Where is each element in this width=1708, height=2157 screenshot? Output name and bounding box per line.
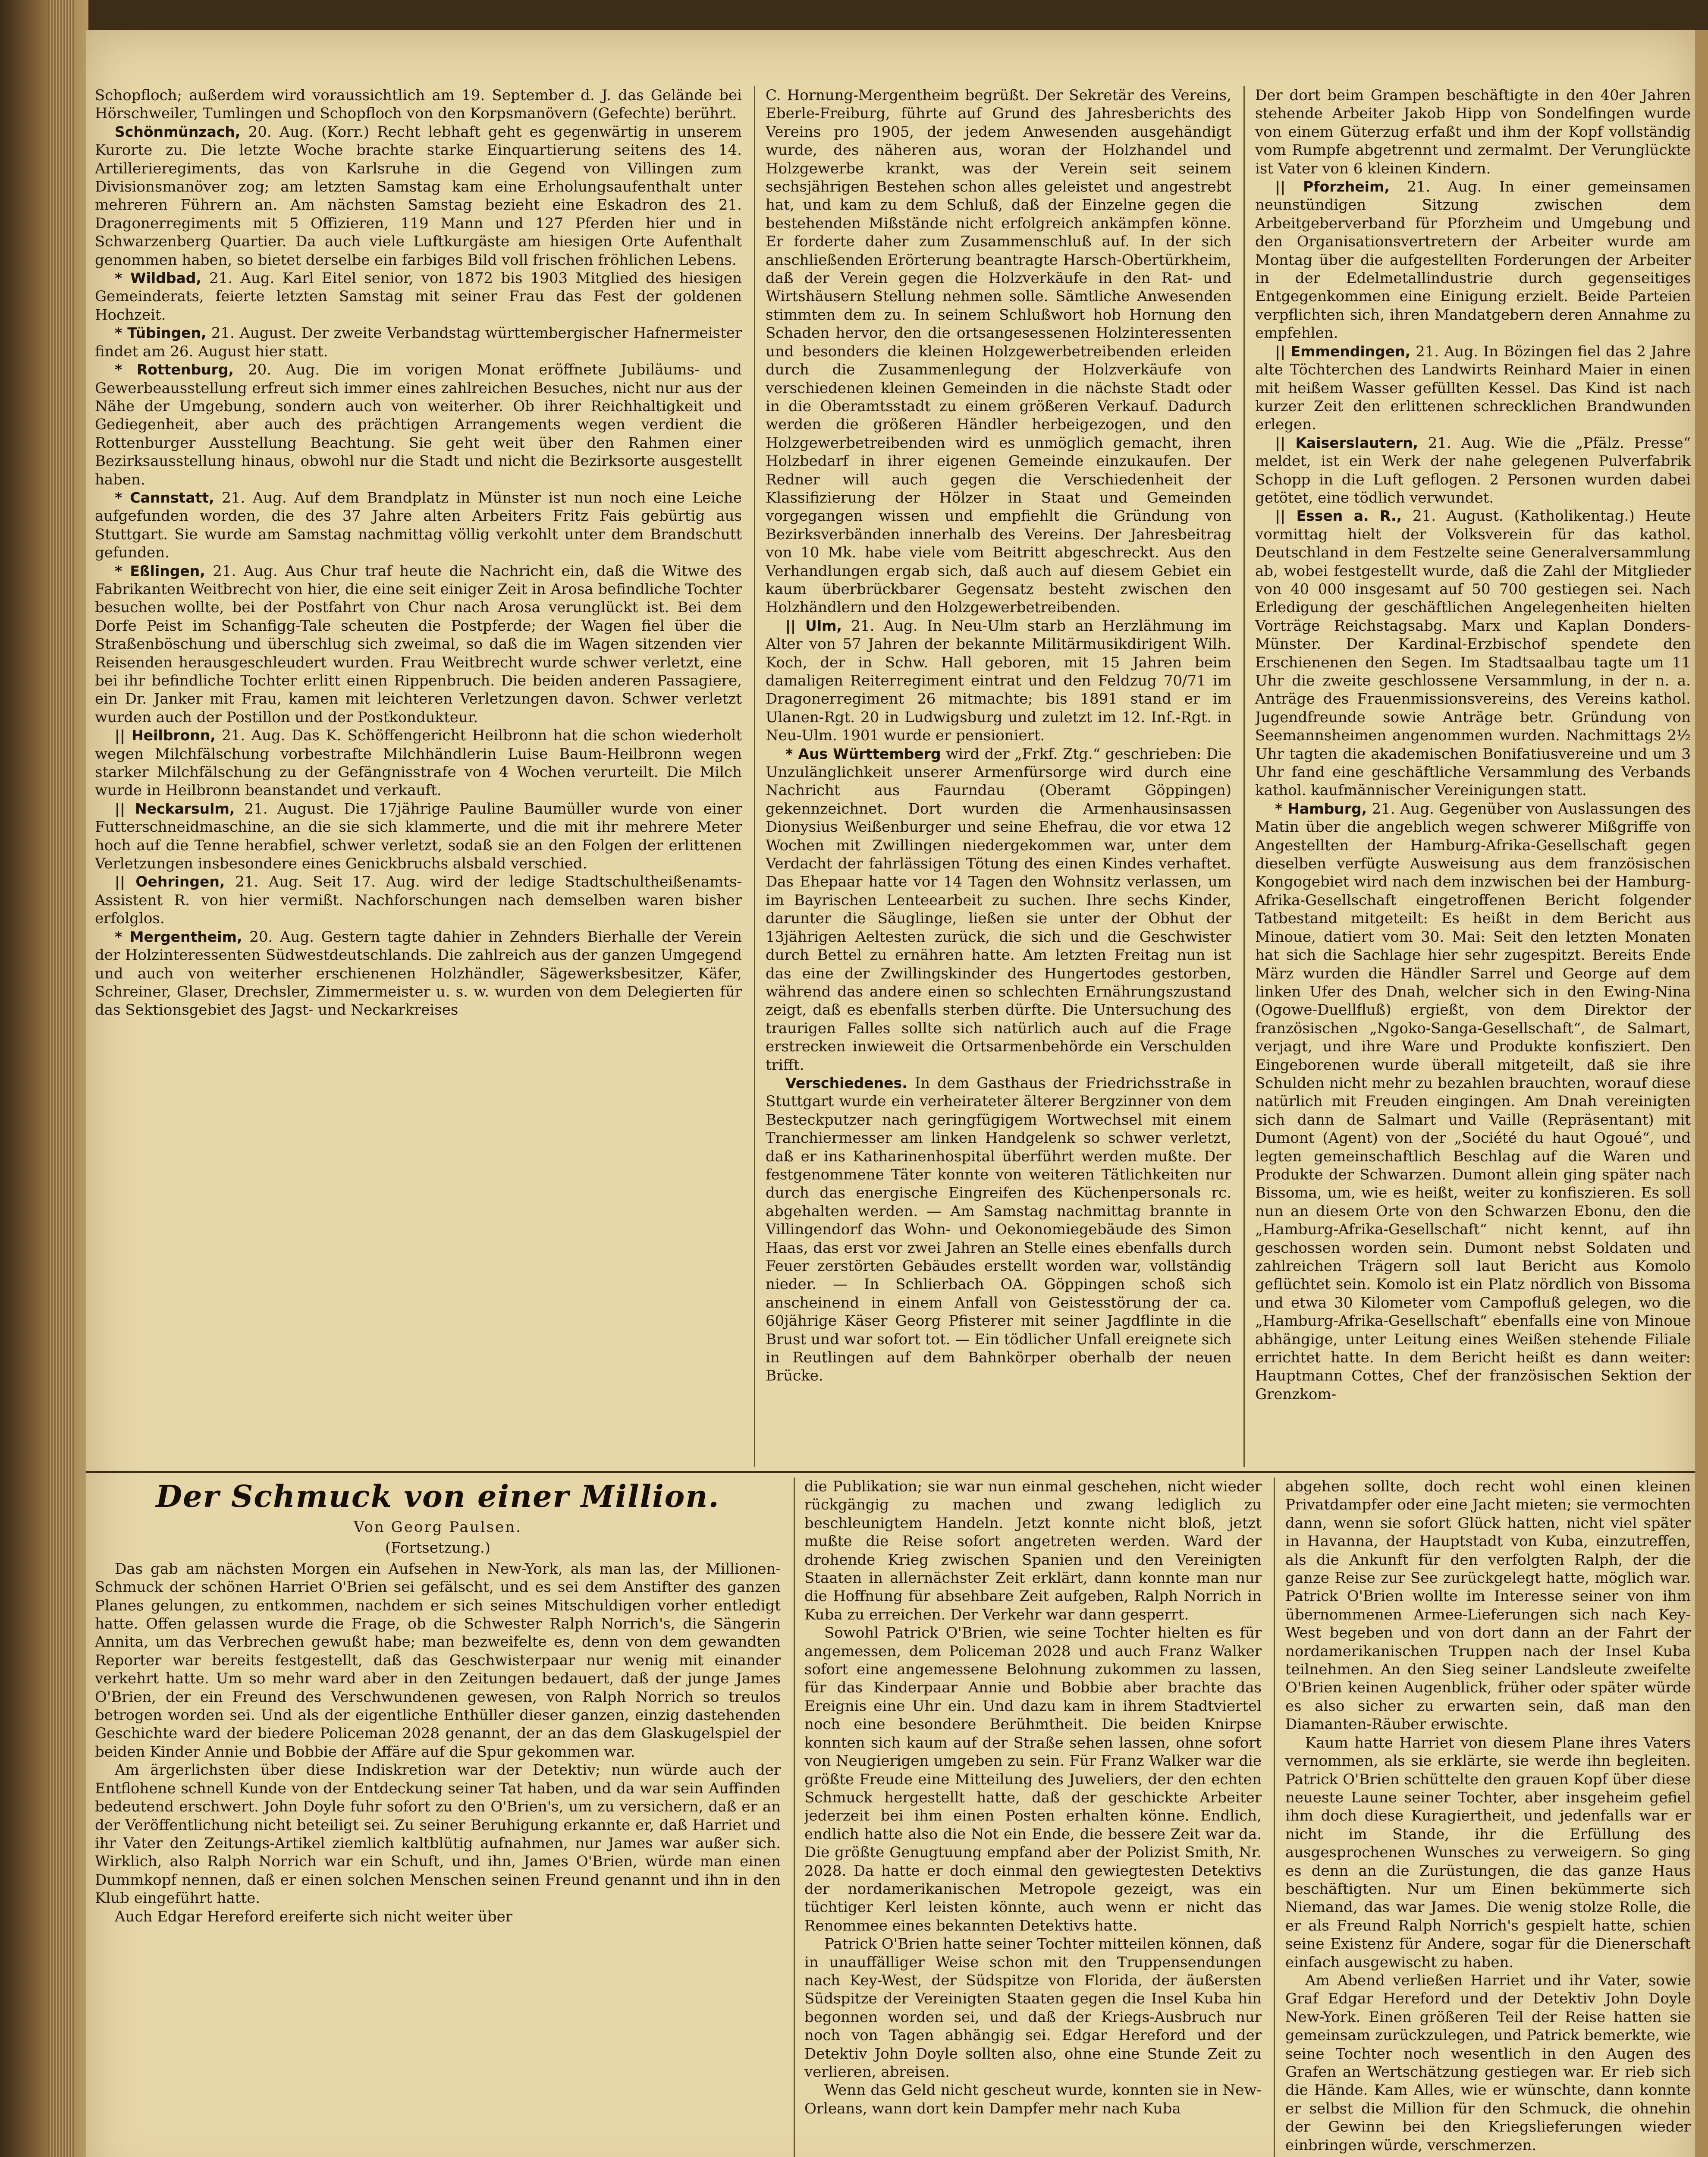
article-text: 20. Aug. Die im vorigen Monat eröffnete Jubiläums- und Gewerbeausstellung erfreut sich immer eines zahlreichen Besuches, nicht nur aus der Nähe der Umgebung, sondern auch von weiterher. Ob ihrer Reichhaltigkeit und Gediegenheit, aber auch des prächtigen Arrangements wegen verdient die Rottenburger Ausstellung Beachtung. Sie geht weit über den Rahmen einer Bezirksausstellung hinaus, obwohl nur die Stadt und nicht die Bezirksorte ausgestellt haben.: [95, 361, 742, 488]
article-text: 21. Aug. In Bözingen fiel das 2 Jahre alte Töchterchen des Landwirts Reinhard Maier in einen mit heißem Wasser gefüllten Kessel. Das Kind ist nach kurzer Zeit den erlittenen schrecklichen Brandwunden erlegen.: [1255, 343, 1691, 434]
feuilleton-paragraph: Das gab am nächsten Morgen ein Aufsehen in New-York, als man las, der Millionen-Schmuck der schönen Harriet O'Brien sei gefälscht, und es sei dem Anstifter des ganzen Planes gelungen, zu entkommen, nachdem er sich seines Mitschuldigen vorher entledigt hatte. Offen gelassen wurde die Frage, ob die Schwester Ralph Norrich's, die Sängerin Annita, um das Verbrechen gewußt habe; man bezweifelte es, denn von dem gewandten Reporter war bereits festgestellt, daß das Geschwisterpaar nur wenig mit einander verkehrt hatte. Um so mehr ward aber in den Zeitungen bedauert, daß der junge James O'Brien, der ein Freund des Verschwundenen gewesen, von Ralph Norrich so treulos betrogen worden sei. Und als der eigentliche Enthüller dieser ganzen, einzig dastehenden Geschichte ward der biedere Policeman 2028 genannt, der an das dem Glaskugelspiel der beiden Kinder Annie und Bobbie der Affäre auf die Spur gekommen war.: [95, 1560, 781, 1761]
news-article: [95, 562, 742, 727]
column-rule: [1274, 1478, 1275, 2157]
article-text: 20. Aug. Gestern tagte dahier in Zehnders Bierhalle der Verein der Holzinteressenten Südwestdeutschlands. Die zahlreich aus der ganzen Umgegend und auch von weiterher erschienenen Holzhändler, Sägewerksbesitzer, Käfer, Schreiner, Glaser, Drechsler, Zimmermeister u. s. w. wurden von dem Delegierten für das Sektionsgebiet des Jagst- und Neckarkreises: [95, 928, 742, 1019]
news-article: [95, 489, 742, 562]
news-column-2: [766, 86, 1231, 1471]
article-text: 21. August. (Katholikentag.) Heute vormittag hielt der Volksverein für das kathol. Deutschland in dem Festzelte seine Generalversammlung ab, wobei festgestellt wurde, daß die Zahl der Mitglieder von 40 000 insgesamt auf 50 700 gestiegen sei. Nach Erledigung der geschäftlichen Angelegenheiten hielten Vorträge Reichstagsabg. Marx und Kaplan Donders-Münster. Der Kardinal-Erzbischof spendete den Erschienenen den Segen. Im Stadtsaalbau tagte um 11 Uhr die zweite geschlossene Versammlung, in der n. a. Anträge des Frauenmissionsvereins, des Vereins kathol. Jugendfreunde sowie Anträge betr. Gründung von Seemannsheimen angenommen wurden. Nachmittags 2½ Uhr tagten die akademischen Bonifatiusvereine und um 3 Uhr fand eine geschäftliche Versammlung des Verbands kathol. kaufmännischer Vereinigungen statt.: [1255, 507, 1691, 799]
article-dateline: || Ulm,: [785, 617, 842, 634]
feuilleton-continuation: (Fortsetzung.): [385, 1539, 491, 1557]
article-dateline: * Rottenburg,: [115, 361, 234, 378]
feuilleton-paragraph: abgehen sollte, doch recht wohl einen kleinen Privatdampfer oder eine Jacht mieten; sie vermochten dann, wenn sie sofort Glück hatten, nicht viel später in Havanna, der Hauptstadt von Kuba, einzutreffen, als die Ankunft für den verfolgten Ralph, der die ganze Reise zur See zurückgelegt hatte, möglich war. Patrick O'Brien wollte im Interesse seiner von ihm übernommenen Armee-Lieferungen sich nach Key-West begeben und von dort dann an der Fahrt der nordamerikanischen Truppen nach der Insel Kuba teilnehmen. An den Sieg seiner Landsleute zweifelte O'Brien keinen Augenblick, früher oder später würde es also sicher zu erwarten sein, daß man den Diamanten-Räuber erwischte.: [1285, 1478, 1691, 1733]
feuilleton-paragraph: Kaum hatte Harriet von diesem Plane ihres Vaters vernommen, als sie erklärte, sie werde ihn begleiten. Patrick O'Brien schüttelte den grauen Kopf über diese neueste Laune seiner Tochter, aber insgeheim gefiel ihm doch diese Kuragiertheit, und jedenfalls war er nicht im Stande, ihr die Erfüllung des ausgesprochenen Wunsches zu verweigern. So ging es denn an die Zurüstungen, die das ganze Haus beschäftigten. Nur um Einen bekümmerte sich Niemand, das war James. Die wenig stolze Rolle, die er als Freund Ralph Norrich's gespielt hatte, schien seine Existenz für Andere, sogar für die Dienerschaft einfach ausgewischt zu haben.: [1285, 1734, 1691, 1971]
article-dateline: * Eßlingen,: [115, 562, 205, 579]
feuilleton-paragraph: Sowohl Patrick O'Brien, wie seine Tochter hielten es für angemessen, dem Policeman 2028 und auch Franz Walker sofort eine angemessene Belohnung zukommen zu lassen, für das Kinderpaar Annie und Bobbie aber brachte das Ereignis eine Uhr ein. Und dazu kam in ihrem Stadtviertel noch eine besondere Berühmtheit. Die beiden Knirpse konnten sich kaum auf der Straße sehen lassen, ohne sofort von Neugierigen umgeben zu sein. Für Franz Walker war die größte Freude eine Mitteilung des Juweliers, der den echten Schmuck hergestellt hatte, daß der geschickte Arbeiter jederzeit bei ihm einen Posten erhalten könne. Endlich, endlich hatte also die Not ein Ende, die bessere Zeit war da. Die größte Genugtuung empfand aber der Polizist Smith, Nr. 2028. Da hatte er doch einmal den gewiegtesten Detektivs der nordamerikanischen Metropole gezeigt, was ein tüchtiger Kerl leisten könnte, auch wenn er nicht das Renommee eines bekannten Detektivs hatte.: [804, 1624, 1262, 1934]
article-text: Schopfloch; außerdem wird voraussichtlich am 19. September d. J. das Gelände bei Hörschweiler, Tumlingen und Schopfloch von den Korpsmanövern (Gefechte) berührt.: [95, 87, 742, 123]
news-article: [766, 617, 1231, 745]
article-dateline: * Mergentheim,: [115, 928, 242, 945]
article-dateline: || Kaiserslautern,: [1275, 434, 1419, 451]
article-dateline: * Wildbad,: [115, 270, 201, 287]
news-article: [95, 726, 742, 800]
article-dateline: * Aus Württemberg: [785, 745, 941, 762]
article-text: 21. August. Die 17jährige Pauline Baumüller wurde von einer Futterschneidmaschine, an die sie sich klammerte, und die mit ihr mehrere Meter hoch auf die Tenne herabfiel, schwer verletzt, sodaß sie an den Folgen der erlittenen Verletzungen insbesondere eines Genickbruchs alsbald verschied.: [95, 800, 742, 873]
article-dateline: * Tübingen,: [115, 324, 207, 342]
feuilleton-paragraph: Wenn das Geld nicht gescheut wurde, konnten sie in New-Orleans, wann dort kein Dampfer mehr nach Kuba: [804, 2082, 1262, 2117]
newspaper-page: [86, 30, 1695, 2157]
column-rule: [794, 1478, 795, 2157]
feuilleton-column-3: [1285, 1478, 1691, 2157]
column-rule: [754, 86, 755, 1467]
feuilleton-author: Von Georg Paulsen.: [354, 1519, 522, 1536]
article-text: 21. Aug. Auf dem Brandplatz in Münster ist nun noch eine Leiche aufgefunden worden, die des 37 Jahre alten Arbeiters Fritz Fais gebürtig aus Stuttgart. Sie wurde am Samstag nachmittag völlig verkohlt unter dem Brandschutt gefunden.: [95, 489, 742, 562]
article-text: 21. Aug. Gegenüber von Auslassungen des Matin über die angeblich wegen schwerer Mißgriffe von Angestellten der Hamburg-Afrika-Gesellschaft gegen dieselben verfügte Ausweisung aus dem französischen Kongogebiet wird nach dem inzwischen bei der Hamburg-Afrika-Gesellschaft eingetroffenen Bericht folgender Tatbestand mitgeteilt: Es heißt in dem Bericht aus Minoue, datiert vom 30. Mai: Seit den letzten Monaten hat sich die Sachlage hier sehr zugespitzt. Bereits Ende März wurden die Händler Sarrel und George auf dem linken Ufer des Dnah, welcher sich in den Ewing-Nina (Ogowe-Duellfluß) ergießt, von dem Direktor der französischen „Ngoko-Sanga-Gesellschaft“, de Salmart, verjagt, und ihre Ware und Produkte konfisziert. Den Eingeborenen wurde überall mitgeteilt, daß sie ihre Schulden nicht mehr zu bezahlen brauchten, worauf diese natürlich mit Freuden eingingen. Am Dnah vereinigten sich dann de Salmart und Vaille (Repräsentant) mit Dumont (Agent) von der „Société du haut Ogoué“, und legten gemeinschaftlich Beschlag auf die Waren und Produkte der Schwarzen. Dumont allein ging später nach Bissoma, um, wie es heißt, weiter zu konfiszieren. Es soll nun an diesem Orte von den Schwarzen Ebonu, den die „Hamburg-Afrika-Gesellschaft“ nicht kennt, auf ihn geschossen worden sein. Dumont nebst Soldaten und zahlreichen Trägern soll laut Bericht aus Komolo geflüchtet sein. Komolo ist ein Platz nördlich von Bissoma und etwa 30 Kilometer vom Campofluß gelegen, wo die „Hamburg-Afrika-Gesellschaft“ ebenfalls eine von Minoue abhängige, unter Leitung eines Weißen stehende Filiale errichtet hatte. In dem Bericht heißt es dann weiter: Hauptmann Cottes, Chef der französischen Sektion der Grenzkom-: [1255, 800, 1691, 1403]
article-text: 21. Aug. In einer gemeinsamen neunstündigen Sitzung zwischen dem Arbeitgeberverband für Pforzheim und Umgebung und den Organisationsvertretern der Arbeiter wurde am Montag über die aufgestellten Forderungen der Arbeiter in der Edelmetallindustrie durch gegenseitiges Entgegenkommen eine Einigung erzielt. Beide Parteien verpflichten sich, ihren Mandatgebern deren Annahme zu empfehlen.: [1255, 178, 1691, 342]
news-article: [95, 361, 742, 489]
article-dateline: || Emmendingen,: [1275, 343, 1411, 360]
article-text: 21. Aug. Das K. Schöffengericht Heilbronn hat die schon wiederholt wegen Milchfälschung vorbestrafte Milchhändlerin Luise Baum-Heilbronn wegen starker Milchfälschung zu der Gefängnisstrafe von 4 Wochen verurteilt. Die Milch wurde in Heilbronn beanstandet und verkauft.: [95, 727, 742, 799]
article-dateline: * Cannstatt,: [115, 489, 214, 506]
article-dateline: * Hamburg,: [1275, 800, 1367, 817]
article-text: In dem Gasthaus der Friedrichsstraße in Stuttgart wurde ein verheirateter älterer Bergzinner von dem Besteckputzer nach geringfügigem Wortwechsel mit einem Tranchiermesser am linken Handgelenk so schwer verletzt, daß er ins Katharinenhospital überführt werden mußte. Der festgenommene Täter konnte von weiteren Tätlichkeiten nur durch das energische Eingreifen des Küchenpersonals rc. abgehalten werden. — Am Samstag nachmittag brannte in Villingendorf das Wohn- und Oekonomiegebäude des Simon Haas, das erst vor zwei Jahren an Stelle eines ebenfalls durch Feuer zerstörten Gebäudes erstellt worden war, vollständig nieder. — In Schlierbach OA. Göppingen schoß sich anscheinend in einem Anfall von Geistesstörung der ca. 60jährige Käser Georg Pfisterer mit seiner Jagdflinte in die Brust und war sofort tot. — Ein tödlicher Unfall ereignete sich in Reutlingen auf dem Bahnkörper oberhalb der neuen Brücke.: [766, 1074, 1231, 1385]
news-article: [1255, 800, 1691, 1403]
news-article: [766, 1074, 1231, 1385]
feuilleton-column-1: [95, 1478, 781, 2157]
feuilleton-paragraph: Am Abend verließen Harriet und ihr Vater, sowie Graf Edgar Hereford und der Detektiv John Doyle New-York. Einen größeren Teil der Reise hatten sie gemeinsam zurückzulegen, und Patrick bemerkte, wie seine Tochter noch wesentlich in den Augen des Grafen an Wertschätzung gestiegen war. Er rieb sich die Hände. Kam Alles, wie er wünschte, dann konnte er selbst die Million für den Schmuck, die ohnehin der Gewinn bei den Kriegslieferungen wieder einbringen würde, verschmerzen.: [1285, 1971, 1691, 2154]
feuilleton-paragraph: die Publikation; sie war nun einmal geschehen, nicht wieder rückgängig zu machen und zwang lediglich zu beschleunigtem Handeln. Jetzt konnte nicht bloß, jetzt mußte die Reise sofort angetreten werden. Ward der drohende Krieg zwischen Spanien und den Vereinigten Staaten in allernächster Zeit erklärt, dann konnte man nur die Hoffnung für absehbare Zeit aufgeben, Ralph Norrich in Kuba zu erreichen. Der Verkehr war dann gesperrt.: [804, 1478, 1262, 1623]
news-article: [95, 800, 742, 873]
news-article: [1255, 343, 1691, 434]
section-rule: [86, 1471, 1695, 1473]
news-article: [95, 269, 742, 324]
article-dateline: || Essen a. R.,: [1275, 507, 1402, 525]
feuilleton-paragraph: Am ärgerlichsten über diese Indiskretion war der Detektiv; nun würde auch der Entflohene schnell Kunde von der Entdeckung seiner Tat haben, und da war sein Auffinden bedeutend erschwert. John Doyle fuhr sofort zu den O'Brien's, um zu versichern, daß er an der Veröffentlichung nicht beteiligt sei. Zu seiner Beruhigung erkannte er, daß Harriet und ihr Vater den Zeitungs-Artikel ziemlich kaltblütig aufnahmen, nur James war außer sich. Wirklich, also Ralph Norrich war ein Schuft, und ihn, James O'Brien, würde man einen Dummkopf nennen, daß er einen solchen Menschen seinen Freund genannt und ihn in den Klub eingeführt hatte.: [95, 1761, 781, 1907]
news-article: [766, 86, 1231, 617]
column-rule: [1243, 86, 1245, 1467]
article-text: wird der „Frkf. Ztg.“ geschrieben: Die Unzulänglichkeit unserer Armenfürsorge wird durch eine Nachricht aus Faurndau (Oberamt Göppingen) gekennzeichnet. Dort wurden die Armenhausinsassen Dionysius Weißenburger und seine Ehefrau, die vor etwa 12 Wochen mit Zwillingen niedergekommen war, unter dem Verdacht der fahrlässigen Tötung des einen Kindes verhaftet. Das Ehepaar hatte vor 14 Tagen den Wohnsitz verlassen, um im Bayrischen Lenteearbeit zu suchen. Ihre sechs Kinder, darunter die Säuglinge, ließen sie unter der Obhut der 13jährigen Aeltesten zurück, die sich und die Geschwister durch Bettel zu ernähren hatte. Am letzten Freitag nun ist das eine der Zwillingskinder des Hungertodes gestorben, während das andere einen so schlechten Ernährungszustand zeigt, daß es ebenfalls sterben dürfte. Die Untersuchung des traurigen Falles sollte sich natürlich auch auf die Frage erstrecken inwieweit die Ortsarmenbehörde ein Verschulden trifft.: [766, 745, 1231, 1074]
feuilleton-title: Der Schmuck von einer Million.: [156, 1478, 720, 1514]
news-article: [95, 123, 742, 269]
article-dateline: || Neckarsulm,: [115, 800, 235, 817]
news-article: [95, 324, 742, 361]
news-article: [1255, 178, 1691, 343]
article-dateline: Schönmünzach,: [115, 123, 241, 140]
news-article: [1255, 507, 1691, 800]
feuilleton-paragraph: Patrick O'Brien hatte seiner Tochter mitteilen können, daß in unauffälliger Weise schon mit den Truppensendungen nach Key-West, der Südspitze von Florida, der äußersten Südspitze der Vereinigten Staaten gegen die Insel Kuba hin begonnen worden sei, und daß der Kriegs-Ausbruch nur noch von Tagen abhängig sei. Edgar Hereford und der Detektiv John Doyle sollten also, ohne eine Stunde Zeit zu verlieren, abreisen.: [804, 1935, 1262, 2081]
article-text: 21. Aug. Seit 17. Aug. wird der ledige Stadtschultheißenamts-Assistent R. von hier vermißt. Nachforschungen nach demselben waren bisher erfolglos.: [95, 873, 742, 928]
news-article: [1255, 434, 1691, 507]
news-article: [766, 745, 1231, 1074]
book-spine: [0, 0, 88, 2157]
article-text: Der dort beim Grampen beschäftigte in den 40er Jahren stehende Arbeiter Jakob Hipp von Sondelfingen wurde von einem Güterzug erfaßt und ihm der Kopf vollständig vom Rumpfe abgetrennt und zermalmt. Der Verunglückte ist Vater von 6 kleinen Kindern.: [1255, 87, 1691, 177]
feuilleton-column-2: [804, 1478, 1262, 2157]
news-column-3: [1255, 86, 1691, 1471]
feuilleton-paragraph: Auch Edgar Hereford ereiferte sich nicht weiter über: [115, 1908, 513, 1925]
article-text: 21. Aug. Karl Eitel senior, von 1872 bis 1903 Mitglied des hiesigen Gemeinderats, feierte letzten Samstag mit seiner Frau das Fest der goldenen Hochzeit.: [95, 270, 742, 324]
article-text: 21. August. Der zweite Verbandstag württembergischer Hafnermeister findet am 26. August hier statt.: [95, 324, 742, 360]
news-article: [95, 86, 742, 123]
article-text: 21. Aug. Wie die „Pfälz. Presse“ meldet, ist ein Werk der nahe gelegenen Pulverfabrik Schopp in die Luft geflogen. 2 Personen wurden dabei getötet, eine tödlich verwundet.: [1255, 434, 1691, 506]
page-top-edge: [0, 0, 1708, 30]
news-article: [95, 928, 742, 1019]
news-article: [95, 873, 742, 928]
article-dateline: || Pforzheim,: [1275, 178, 1390, 195]
article-dateline: || Oehringen,: [115, 873, 225, 890]
article-dateline: Verschiedenes.: [785, 1074, 907, 1091]
article-dateline: || Heilbronn,: [115, 727, 216, 744]
article-text: 21. Aug. In Neu-Ulm starb an Herzlähmung im Alter von 57 Jahren der bekannte Militärmusikdirigent Wilh. Koch, der in Schw. Hall geboren, mit 15 Jahren beim damaligen Reiterregiment eintrat und den Feldzug 70/71 im Dragonerregiment 26 mitmachte; bis 1891 stand er im Ulanen-Rgt. 20 in Ludwigsburg und zuletzt im 12. Inf.-Rgt. in Neu-Ulm. 1901 wurde er pensioniert.: [766, 617, 1231, 745]
article-text: 20. Aug. (Korr.) Recht lebhaft geht es gegenwärtig in unserem Kurorte zu. Die letzte Woche brachte starke Einquartierung seitens des 14. Artillerieregiments, das von Karlsruhe in die Gegend von Villingen zum Divisionsmanöver zog; am letzten Samstag kam eine Erholungsaufenthalt unter mehreren Führern an. Am nächsten Samstag bezieht eine Eskadron des 21. Dragonerregiments mit 5 Offizieren, 119 Mann und 127 Pferden hier und in Schwarzenberg Quartier. Da auch viele Luftkurgäste am hiesigen Orte Aufenthalt genommen haben, so bietet derselbe ein farbiges Bild voll frischen fröhlichen Lebens.: [95, 123, 742, 269]
article-text: 21. Aug. Aus Chur traf heute die Nachricht ein, daß die Witwe des Fabrikanten Weitbrecht von hier, die eine seit einiger Zeit in Arosa befindliche Tochter besuchen wollte, bei der Postfahrt von Chur nach Arosa verunglückt ist. Bei dem Dorfe Peist im Schanfigg-Tale scheuten die Postpferde; der Wagen fiel über die Straßenböschung und überschlug sich zweimal, so daß die im Wagen sitzenden vier Reisenden herausgeschleudert wurden. Frau Weitbrecht wurde schwer verletzt, eine bei ihr befindliche Tochter erlitt einen Rippenbruch. Die beiden anderen Passagiere, ein Dr. Janker mit Frau, kamen mit leichteren Verletzungen davon. Schwer verletzt wurden auch der Postillon und der Postkondukteur.: [95, 562, 742, 726]
news-article: [1255, 86, 1691, 178]
article-text: C. Hornung-Mergentheim begrüßt. Der Sekretär des Vereins, Eberle-Freiburg, führte auf Grund des Jahresberichts des Vereins pro 1905, der jedem Anwesenden ausgehändigt wurde, des näheren aus, woran der Holzhandel und Holzgewerbe krankt, was der Verein seit seinem sechsjährigen Bestehen schon alles geleistet und angestrebt hat, und kam zu dem Schluß, daß der Einzelne gegen die bestehenden Mißstände nicht erfolgreich ankämpfen könne. Er forderte daher zum Zusammenschluß auf. In der sich anschließenden Erörterung beantragte Harsch-Obertürkheim, daß der Verein gegen die Holzverkäufe in den Rat- und Wirtshäusern Stellung nehmen solle. Sämtliche Anwesenden stimmten dem zu. In seinem Schlußwort hob Hornung den Schaden hervor, den die ortsangesessenen Holzinteressenten und besonders die kleinen Holzgewerbetreibenden erleiden durch die Zusammenlegung der Holzverkäufe von verschiedenen kleinen Gemeinden in die nächste Stadt oder in die Oberamtsstadt zu einem größeren Verkauf. Dadurch werden die größeren Händler herbeigezogen, und den Holzgewerbetreibenden wird es unmöglich gemacht, ihren Holzbedarf in ihrer eigenen Gemeinde einzukaufen. Der Redner will auch gegen die Verschiedenheit der Klassifizierung der Hölzer in Staat und Gemeinden vorgegangen wissen und empfiehlt die Gründung von Bezirksverbänden innerhalb des Vereins. Der Jahresbeitrag von 10 Mk. habe viele vom Beitritt abgeschreckt. Aus den Verhandlungen ergab sich, daß auch auf diesem Gebiet ein kaum überbrückbarer Gegensatz besteht zwischen den Holzhändlern und den Holzgewerbetreibenden.: [766, 87, 1231, 616]
news-column-1: [95, 86, 742, 1471]
